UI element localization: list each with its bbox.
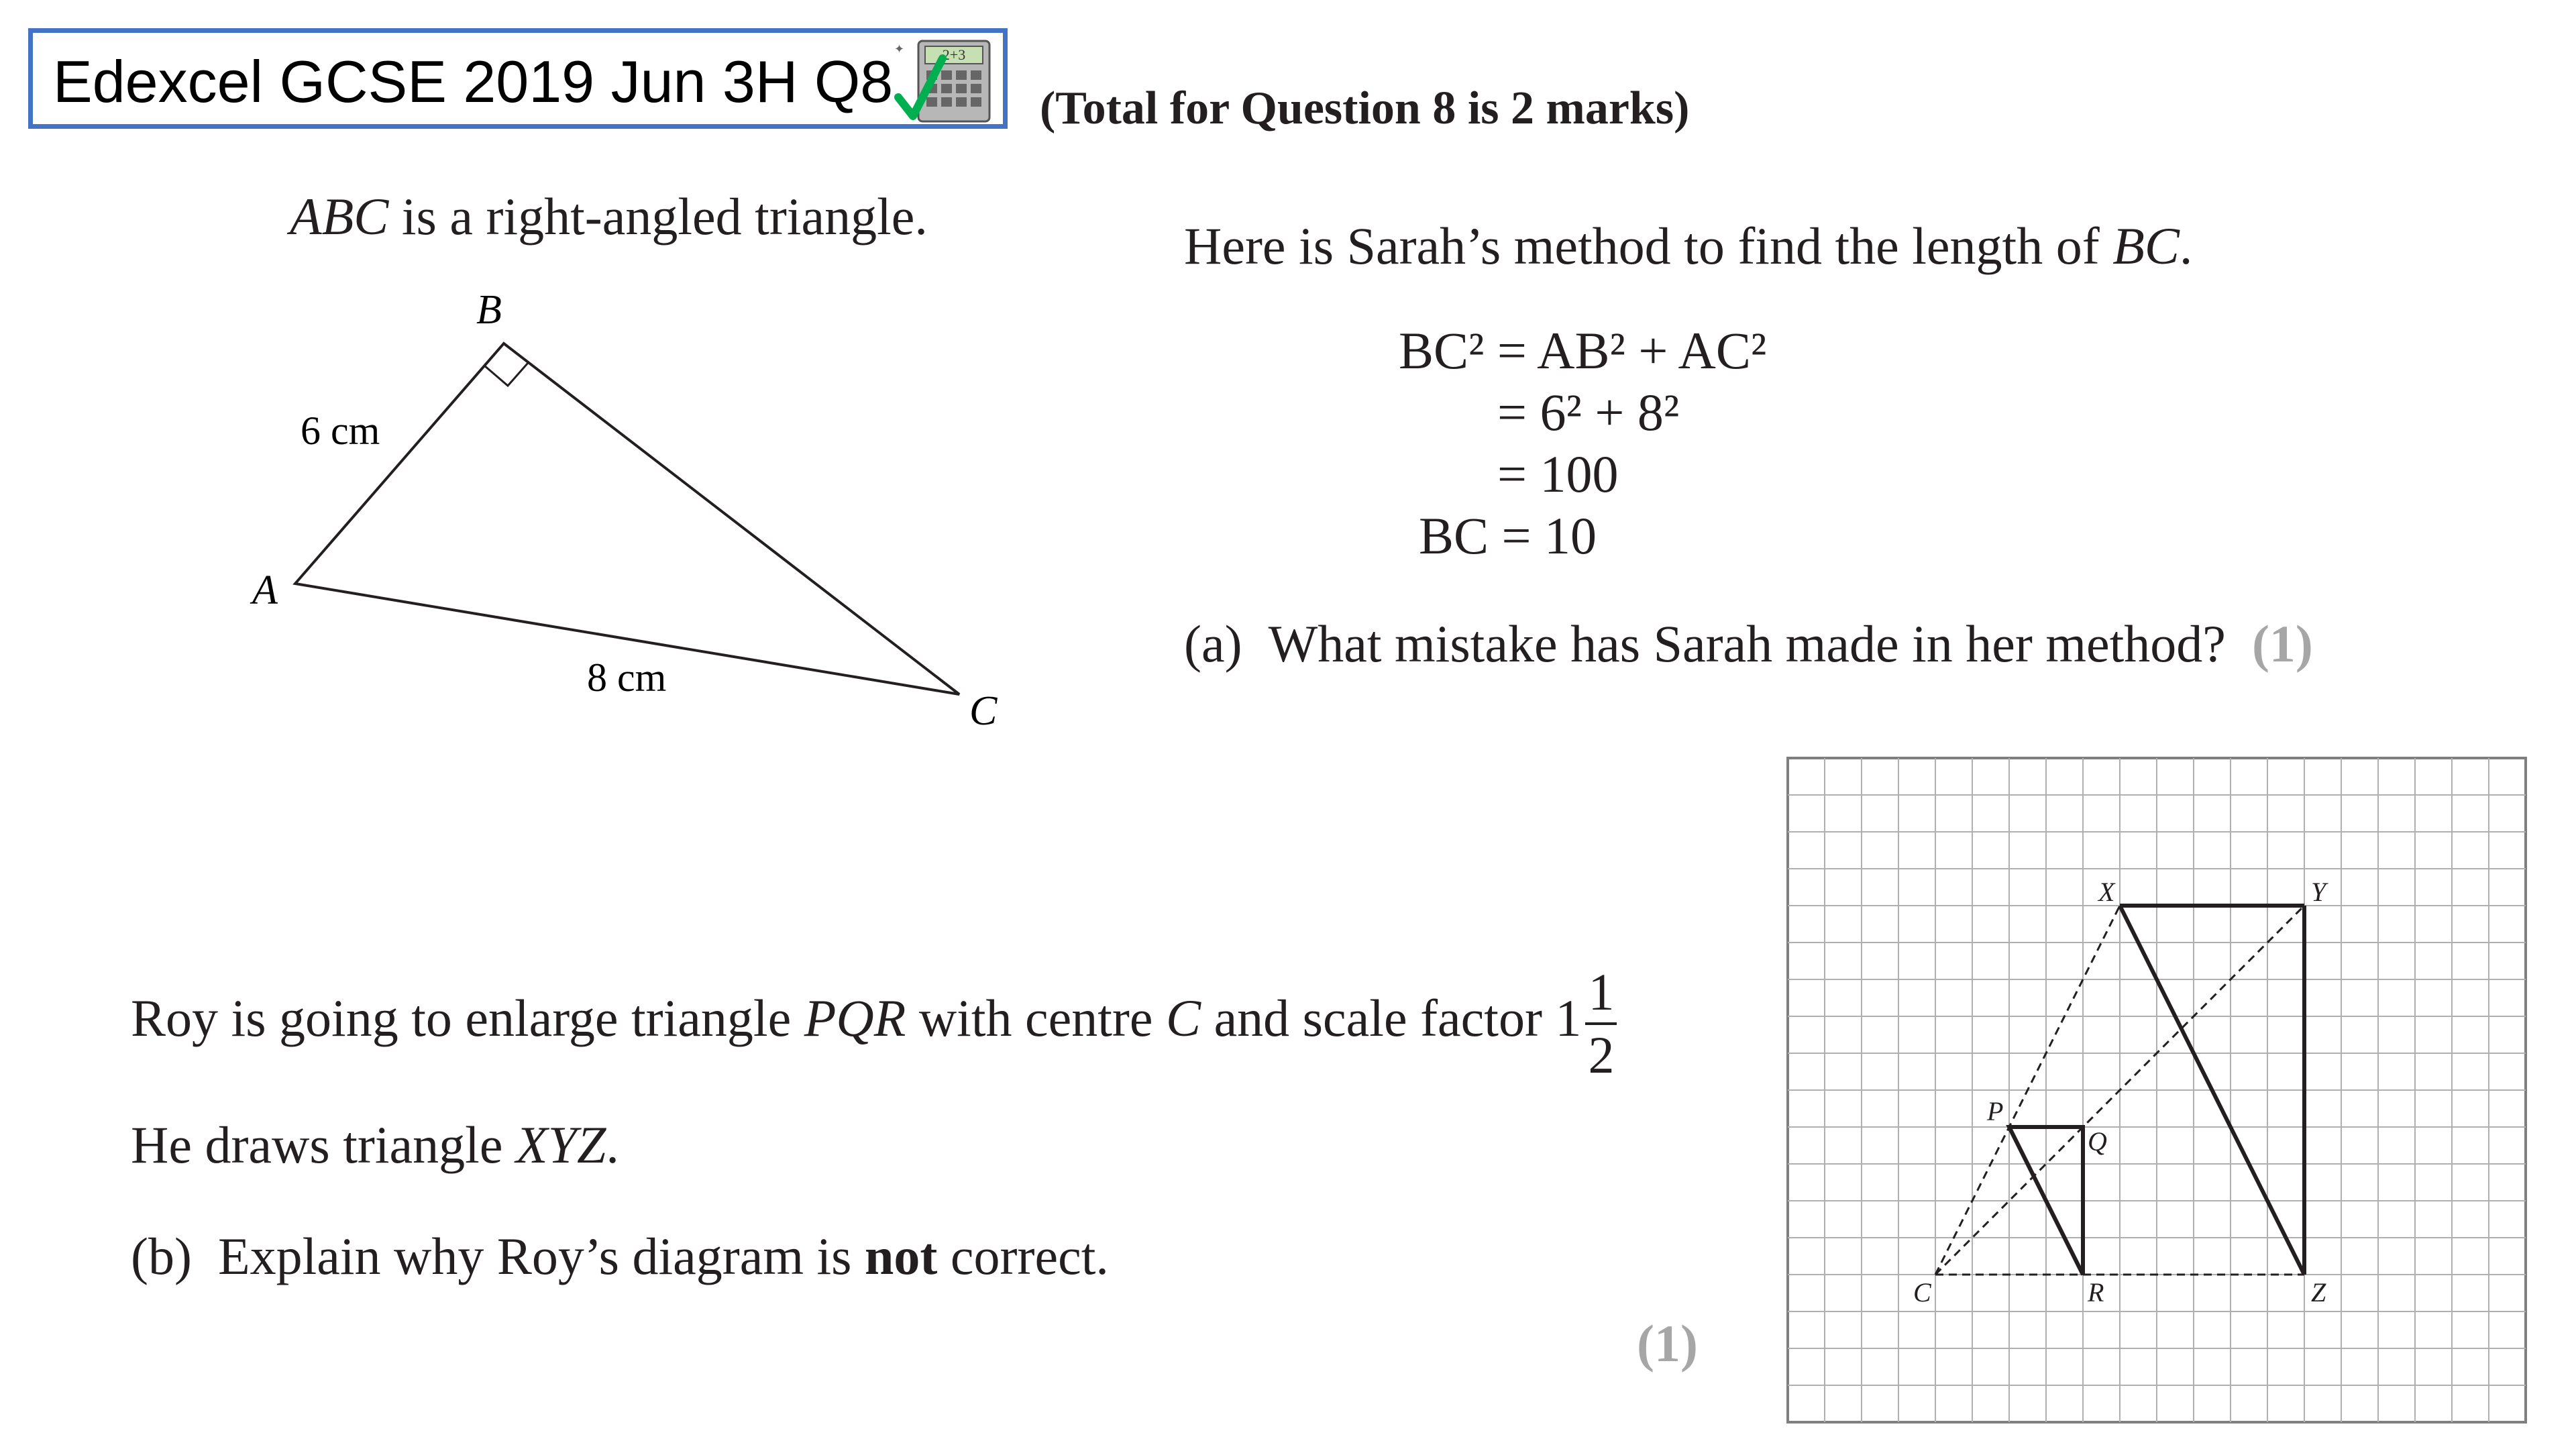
scale-factor-fraction — [1585, 963, 1617, 1084]
vertex-b-label: B — [476, 287, 502, 333]
calculator-icon — [886, 38, 994, 125]
vertex-c-label: C — [969, 688, 998, 734]
method-intro-end: . — [2179, 217, 2193, 275]
triangle-abc — [295, 343, 959, 694]
triangle-name: ABC — [290, 187, 389, 246]
part-b-line-1 — [131, 963, 1617, 1084]
question-b-text: Explain why Roy’s diagram is — [217, 1227, 865, 1285]
method-intro-text: Here is Sarah’s method to find the length of — [1184, 217, 2113, 275]
triangle-abc-diagram — [228, 268, 1067, 751]
question-b-bold: not — [865, 1227, 938, 1285]
label-r: R — [2088, 1277, 2104, 1307]
triangle-statement-text: is a right-angled triangle. — [388, 187, 928, 246]
part-b-line2-start: He draws triangle — [131, 1116, 516, 1174]
label-c: C — [1913, 1277, 1931, 1307]
question-b-end: correct. — [937, 1227, 1109, 1285]
part-b-line1-start: Roy is going to enlarge triangle — [131, 988, 804, 1047]
method-line-1: BC² = AB² + AC² — [1399, 321, 1767, 380]
question-a-label: (a) — [1184, 614, 1242, 673]
method-intro — [1184, 216, 2192, 276]
method-line-4: BC = 10 — [1419, 506, 1597, 565]
part-b-xyz: XYZ — [515, 1116, 606, 1174]
total-marks: (Total for Question 8 is 2 marks) — [1040, 83, 1690, 134]
question-a-text: What mistake has Sarah made in her method? — [1268, 614, 2226, 673]
label-x: X — [2098, 877, 2115, 907]
part-b-line2-end: . — [606, 1116, 619, 1174]
method-intro-var: BC — [2112, 217, 2180, 275]
fraction-numerator: 1 — [1585, 966, 1617, 1025]
question-b — [131, 1226, 1109, 1287]
grid-lines — [1788, 758, 2526, 1422]
question-b-label: (b) — [131, 1227, 192, 1285]
title-box — [28, 28, 1008, 129]
part-b-line1-mid: with centre — [906, 988, 1167, 1047]
part-b-line1-end: and scale factor 1 — [1201, 988, 1582, 1047]
fraction-denominator: 2 — [1588, 1026, 1615, 1084]
page-title: Edexcel GCSE 2019 Jun 3H Q8 — [53, 48, 894, 115]
side-ac-label: 8 cm — [587, 655, 667, 700]
question-a — [1184, 614, 2313, 674]
part-b-pqr: PQR — [804, 988, 906, 1047]
question-b-marks: (1) — [1637, 1314, 1698, 1373]
label-z: Z — [2311, 1277, 2326, 1307]
label-p: P — [1987, 1096, 2004, 1126]
right-angle-marker — [484, 363, 528, 386]
part-b-line-2 — [131, 1115, 619, 1175]
vertex-a-label: A — [252, 568, 278, 613]
svg-text:✦: ✦ — [894, 42, 905, 56]
question-a-marks: (1) — [2251, 614, 2313, 673]
side-ab-label: 6 cm — [301, 409, 380, 453]
triangle-statement — [290, 186, 928, 247]
label-q: Q — [2088, 1126, 2107, 1157]
label-y: Y — [2311, 877, 2326, 907]
method-line-2: = 6² + 8² — [1497, 383, 1680, 441]
enlargement-grid-diagram — [1784, 755, 2529, 1429]
method-line-3: = 100 — [1497, 445, 1619, 503]
calculator-display: 2+3 — [942, 46, 966, 63]
part-b-centre: C — [1166, 988, 1201, 1047]
